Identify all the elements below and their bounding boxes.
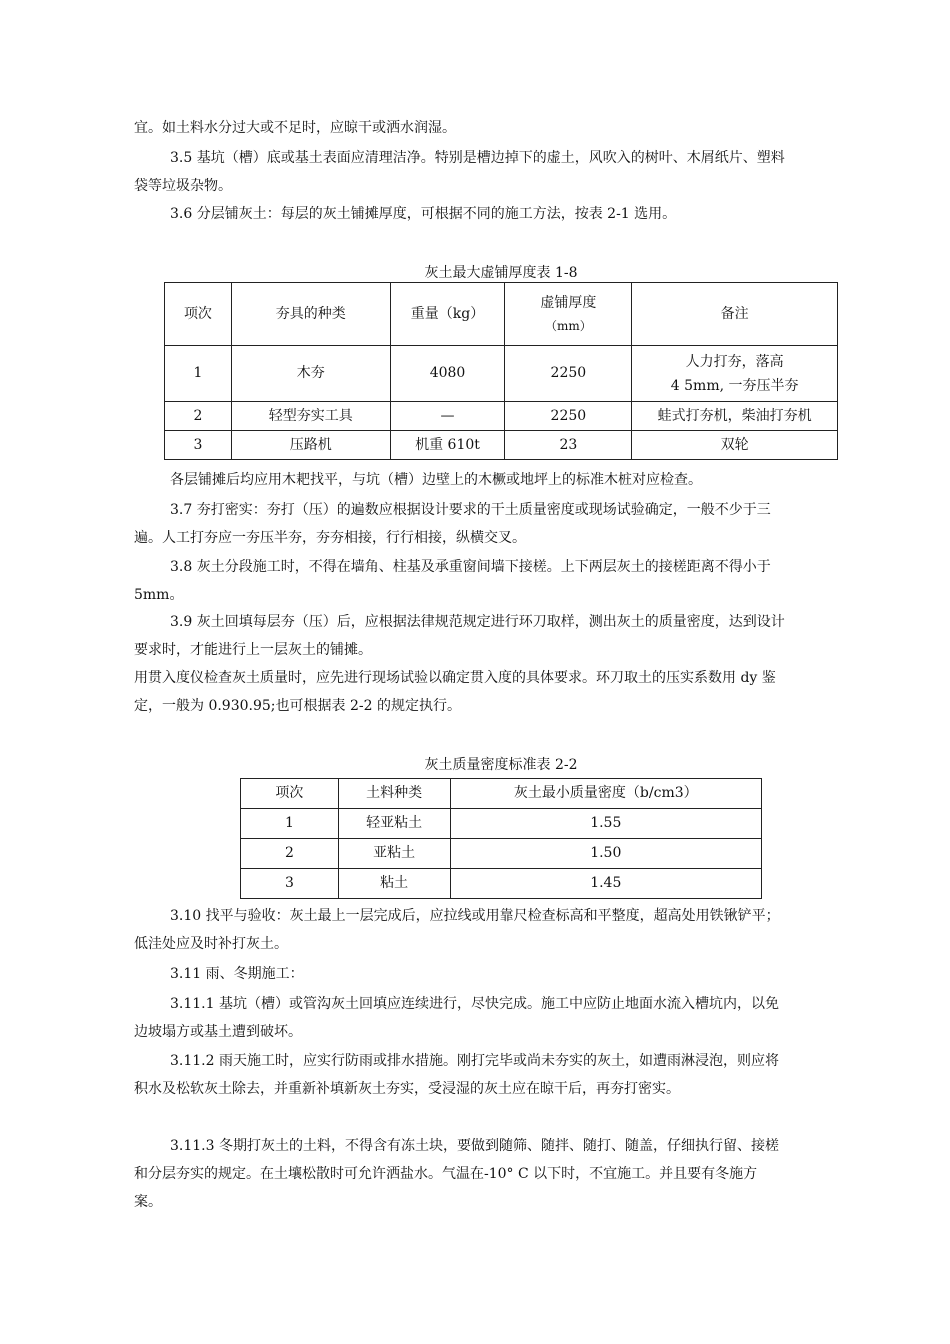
paragraph-line: 3.10 找平与验收：灰土最上一层完成后，应拉线或用靠尺检查标高和平整度，超高处用铁锹铲平；	[170, 908, 780, 924]
paragraph-line: 3.11.2 雨天施工时，应实行防雨或排水措施。刚打完毕或尚未夯实的灰土，如遭雨淋浸泡，则应将	[170, 1053, 779, 1069]
table-row	[241, 809, 762, 839]
table-cell: 亚粘土	[338, 839, 450, 869]
table-cell: 4080	[390, 346, 505, 402]
table-cell: 2250	[505, 346, 632, 402]
table2-header-cell: 项次	[241, 779, 339, 809]
table-cell: 23	[505, 431, 632, 460]
table-cell: 1.45	[450, 869, 761, 899]
table-cell: 1	[241, 809, 339, 839]
header-line: 虚铺厚度	[540, 294, 597, 311]
table-cell: 1.50	[450, 839, 761, 869]
table-cell: —	[390, 402, 505, 431]
table2	[240, 778, 762, 899]
paragraph-line: 5mm。	[134, 587, 184, 603]
table-cell: 2	[165, 402, 232, 431]
table-cell: 双轮	[632, 431, 838, 460]
paragraph-line: 3.7 夯打密实：夯打（压）的遍数应根据设计要求的干土质量密度或现场试验确定，一般不少于三	[170, 502, 771, 518]
table-row	[241, 869, 762, 899]
paragraph-line: 遍。人工打夯应一夯压半夯，夯夯相接，行行相接，纵横交叉。	[134, 530, 526, 546]
table2-header-cell: 灰土最小质量密度（b/cm3）	[450, 779, 761, 809]
table1-header-cell	[505, 283, 632, 346]
table1-header-cell: 重量（kg）	[390, 283, 505, 346]
paragraph-line: 用贯入度仪检查灰土质量时，应先进行现场试验以确定贯入度的具体要求。环刀取土的压实系数用 dy 鉴	[134, 670, 776, 686]
paragraph-line: 3.6 分层铺灰土：每层的灰土铺摊厚度，可根据不同的施工方法，按表 2-1 选用。	[170, 206, 677, 222]
table-row	[165, 431, 838, 460]
paragraph-line: 积水及松软灰土除去，并重新补填新灰土夯实，受浸湿的灰土应在晾干后，再夯打密实。	[134, 1081, 680, 1097]
header-line: （mm）	[544, 318, 592, 333]
paragraph-line: 各层铺摊后均应用木耙找平，与坑（槽）边壁上的木橛或地坪上的标准木桩对应检查。	[170, 472, 702, 488]
paragraph-line: 宜。如土料水分过大或不足时，应晾干或洒水润湿。	[134, 120, 456, 136]
table-cell: 木夯	[231, 346, 390, 402]
paragraph-line: 要求时，才能进行上一层灰土的铺摊。	[134, 642, 372, 658]
table1	[164, 282, 838, 460]
paragraph-line: 3.11.1 基坑（槽）或管沟灰土回填应连续进行，尽快完成。施工中应防止地面水流入槽坑内，以免	[170, 996, 779, 1012]
paragraph-line: 和分层夯实的规定。在土壤松散时可允许洒盐水。气温在-10° C 以下时，不宜施工。并且要有冬施方	[134, 1166, 758, 1182]
paragraph-line: 3.11.3 冬期打灰土的土料，不得含有冻土块，要做到随筛、随拌、随打、随盖，仔细执行留、接槎	[170, 1138, 779, 1154]
table-cell: 3	[241, 869, 339, 899]
table-row	[165, 402, 838, 431]
table-cell: 2250	[505, 402, 632, 431]
paragraph-line: 案。	[134, 1194, 162, 1210]
table1-header-cell: 项次	[165, 283, 232, 346]
paragraph-line: 边坡塌方或基土遭到破坏。	[134, 1024, 302, 1040]
table2-caption: 灰土质量密度标准表 2-2	[424, 757, 578, 773]
table-cell: 1	[165, 346, 232, 402]
table-cell: 机重 610t	[390, 431, 505, 460]
table1-header-row	[165, 283, 838, 346]
table-cell: 压路机	[231, 431, 390, 460]
table-cell: 1.55	[450, 809, 761, 839]
paragraph-line: 3.11 雨、冬期施工：	[170, 966, 304, 982]
paragraph-line: 袋等垃圾杂物。	[134, 178, 232, 194]
cell-line: 人力打夯，落高	[685, 353, 784, 370]
table-row	[165, 346, 838, 402]
table2-header-cell: 土料种类	[338, 779, 450, 809]
table-cell: 3	[165, 431, 232, 460]
cell-line: 4 5mm, 一夯压半夯	[670, 377, 799, 394]
table-cell: 轻亚粘土	[338, 809, 450, 839]
table-cell: 粘土	[338, 869, 450, 899]
table1-caption: 灰土最大虚铺厚度表 1-8	[424, 265, 578, 281]
table-row	[241, 839, 762, 869]
paragraph-line: 3.9 灰土回填每层夯（压）后，应根据法律规范规定进行环刀取样，测出灰土的质量密度，达到设计	[170, 614, 785, 630]
table-cell: 蛙式打夯机，柴油打夯机	[632, 402, 838, 431]
paragraph-line: 3.8 灰土分段施工时，不得在墙角、柱基及承重窗间墙下接槎。上下两层灰土的接槎距离不得小于	[170, 559, 771, 575]
table-cell: 2	[241, 839, 339, 869]
paragraph-line: 定，一般为 0.930.95;也可根据表 2-2 的规定执行。	[134, 698, 461, 714]
table2-header-row	[241, 779, 762, 809]
table-cell	[632, 346, 838, 402]
table-cell: 轻型夯实工具	[231, 402, 390, 431]
paragraph-line: 3.5 基坑（槽）底或基土表面应清理洁净。特别是槽边掉下的虚土，风吹入的树叶、木屑纸片、塑料	[170, 150, 785, 166]
paragraph-line: 低洼处应及时补打灰土。	[134, 936, 288, 952]
table1-header-cell: 夯具的种类	[231, 283, 390, 346]
table1-header-cell: 备注	[632, 283, 838, 346]
